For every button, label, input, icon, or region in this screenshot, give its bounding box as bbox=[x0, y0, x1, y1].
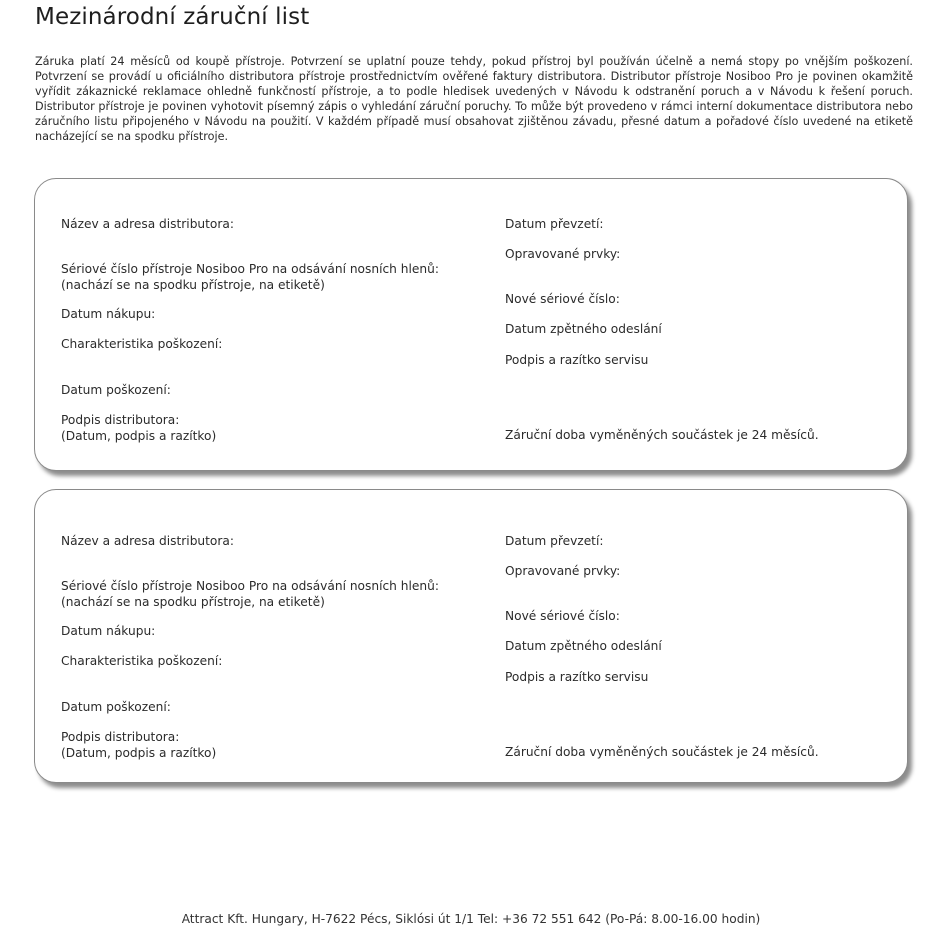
return-date-field: Datum zpětného odeslání bbox=[505, 322, 662, 336]
distributor-signature-label: Podpis distributora: bbox=[61, 413, 180, 427]
repaired-parts-field: Opravované prvky: bbox=[505, 247, 621, 261]
serial-number-hint: (nachází se na spodku přístroje, na etiketě) bbox=[61, 278, 325, 292]
distributor-signature-field bbox=[61, 729, 216, 761]
warranty-period-note: Záruční doba vyměněných součástek je 24 měsíců. bbox=[505, 745, 819, 759]
purchase-date-field: Datum nákupu: bbox=[61, 307, 156, 321]
warranty-period-note: Záruční doba vyměněných součástek je 24 měsíců. bbox=[505, 428, 819, 442]
purchase-date-field: Datum nákupu: bbox=[61, 624, 156, 638]
damage-description-field: Charakteristika poškození: bbox=[61, 337, 223, 351]
damage-date-field: Datum poškození: bbox=[61, 383, 171, 397]
company-contact-footer: Attract Kft. Hungary, H-7622 Pécs, Siklósi út 1/1 Tel: +36 72 551 642 (Po-Pá: 8.00-16.00 hodin) bbox=[181, 912, 761, 926]
serial-number-label: Sériové číslo přístroje Nosiboo Pro na odsávání nosních hlenů: bbox=[61, 579, 439, 593]
distributor-signature-field bbox=[61, 412, 216, 444]
damage-date-field: Datum poškození: bbox=[61, 700, 171, 714]
receipt-date-field: Datum převzetí: bbox=[505, 217, 604, 231]
warranty-form-card-1 bbox=[34, 178, 908, 471]
return-date-field: Datum zpětného odeslání bbox=[505, 639, 662, 653]
new-serial-field: Nové sériové číslo: bbox=[505, 292, 620, 306]
repaired-parts-field: Opravované prvky: bbox=[505, 564, 621, 578]
receipt-date-field: Datum převzetí: bbox=[505, 534, 604, 548]
distributor-name-field: Název a adresa distributora: bbox=[61, 534, 234, 548]
service-signature-field: Podpis a razítko servisu bbox=[505, 670, 649, 684]
serial-number-field bbox=[61, 578, 439, 610]
serial-number-hint: (nachází se na spodku přístroje, na etiketě) bbox=[61, 595, 325, 609]
distributor-name-field: Název a adresa distributora: bbox=[61, 217, 234, 231]
service-signature-field: Podpis a razítko servisu bbox=[505, 353, 649, 367]
serial-number-label: Sériové číslo přístroje Nosiboo Pro na odsávání nosních hlenů: bbox=[61, 262, 439, 276]
new-serial-field: Nové sériové číslo: bbox=[505, 609, 620, 623]
distributor-signature-label: Podpis distributora: bbox=[61, 730, 180, 744]
distributor-signature-hint: (Datum, podpis a razítko) bbox=[61, 746, 217, 760]
damage-description-field: Charakteristika poškození: bbox=[61, 654, 223, 668]
warranty-form-card-2 bbox=[34, 489, 908, 783]
warranty-terms-paragraph: Záruka platí 24 měsíců od koupě přístroje. Potvrzení se uplatní pouze tehdy, pokud přístroj byl používán účelně a nemá stopy po vnějším poškození. Potvrzení se provádí u oficiálního distributora přístroje prostřednictvím ověřené faktury distributora. Distributor přístroje Nosiboo Pro je povinen okamžitě vyřídit zákaznické reklamace ohledně funkčností přístroje, a to podle hledisek uvedených v Návodu k odstranění poruch a v Návodu k řešení poruch. Distributor přístroje je povinen vyhotovit písemný zápis o vyhledání záruční poruchy. To může být provedeno v rámci interní dokumentace distributora nebo záručního listu připojeného v Návodu na použití. V každém případě musí obsahovat zjištěnou závadu, přesné datum a pořadové číslo uvedené na etiketě nacházející se na spodku přístroje. bbox=[35, 55, 913, 143]
serial-number-field bbox=[61, 261, 439, 293]
page-title: Mezinárodní záruční list bbox=[35, 4, 310, 30]
distributor-signature-hint: (Datum, podpis a razítko) bbox=[61, 429, 217, 443]
